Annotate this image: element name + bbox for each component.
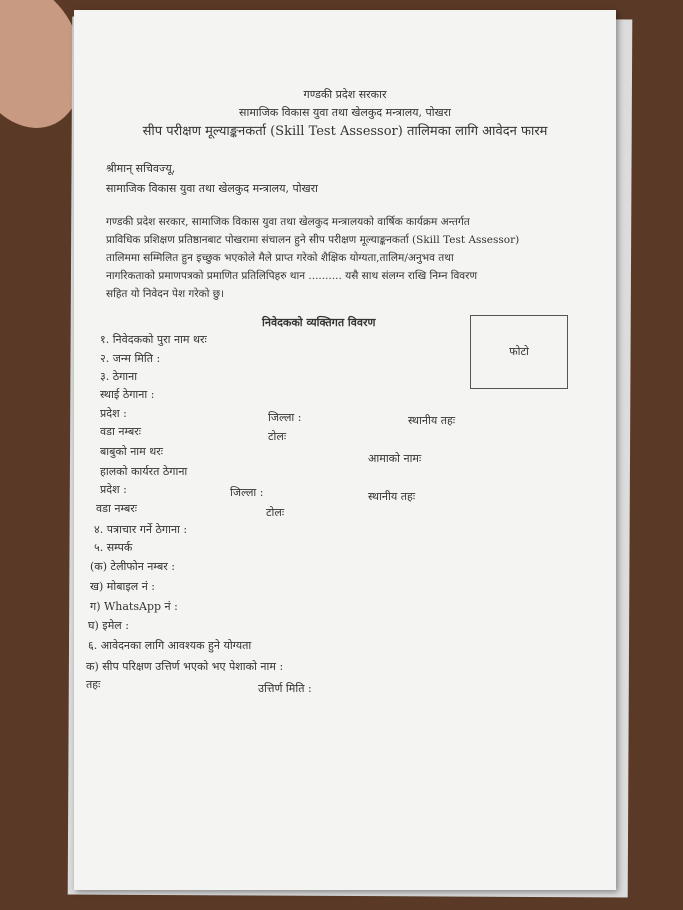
body-line-2: प्राविधिक प्रशिक्षण प्रतिष्ठानबाट पोखरामा संचालन हुने सीप परीक्षण मूल्याङ्कनकर्ता (Skill Test Assessor) — [106, 234, 520, 246]
salutation-line-2: सामाजिक विकास युवा तथा खेलकुद मन्त्रालय, पोखरा — [106, 182, 318, 195]
field-district-1: जिल्ला : — [268, 411, 302, 424]
field-name: १. निवेदकको पुरा नाम थरः — [100, 333, 207, 346]
header-line-1: गण्डकी प्रदेश सरकार — [303, 88, 387, 101]
field-mother-name: आमाको नामः — [368, 452, 422, 465]
field-permanent-address: स्थाई ठेगाना : — [100, 388, 155, 401]
body-line-1: गण्डकी प्रदेश सरकार, सामाजिक विकास युवा तथा खेलकुद मन्त्रालयको वार्षिक कार्यक्रम अन्तर्गत — [106, 216, 470, 228]
field-skill-test: क) सीप परिक्षण उत्तिर्ण भएको भए पेशाको नाम : — [86, 660, 284, 673]
field-telephone: (क) टेलीफोन नम्बर : — [90, 560, 175, 573]
body-line-3: तालिममा सम्मिलित हुन इच्छुक भएकोले मैले प्राप्त गरेको शैक्षिक योग्यता,तालिम/अनुभव तथा — [106, 252, 454, 264]
field-tole-1: टोलः — [268, 430, 287, 443]
field-qualification: ६. आवेदनका लागि आवश्यक हुने योग्यता — [88, 639, 252, 652]
field-local-level-1: स्थानीय तहः — [408, 414, 456, 427]
field-local-level-2: स्थानीय तहः — [368, 490, 416, 503]
field-tole-2: टोलः — [266, 506, 285, 519]
header-line-2: सामाजिक विकास युवा तथा खेलकुद मन्त्रालय, पोखरा — [239, 106, 451, 119]
field-level: तहः — [86, 678, 101, 691]
body-line-5: सहित यो निवेदन पेश गरेको छु। — [106, 288, 225, 300]
field-district-2: जिल्ला : — [230, 486, 264, 499]
field-address: ३. ठेगाना — [100, 370, 138, 383]
body-line-4: नागरिकताको प्रमाणपत्रको प्रमाणित प्रतिलिपिहरु थान .......... यसै साथ संलग्न राखि निम्न विवरण — [106, 270, 478, 282]
field-ward-2: वडा नम्बरः — [96, 502, 138, 515]
photo-box — [470, 315, 568, 389]
field-province-2: प्रदेश : — [100, 483, 127, 496]
field-email: घ) इमेल : — [88, 619, 129, 632]
field-ward-1: वडा नम्बरः — [100, 425, 142, 438]
field-contact: ५. सम्पर्क — [94, 541, 133, 554]
field-father-name: बाबुको नाम थरः — [100, 445, 163, 458]
field-mailing-address: ४. पत्राचार गर्ने ठेगाना : — [94, 523, 188, 536]
salutation-line-1: श्रीमान् सचिवज्यू, — [106, 162, 176, 175]
photo-label: फोटो — [509, 345, 529, 358]
section-title: निवेदकको व्यक्तिगत विवरण — [262, 316, 376, 329]
document-page — [74, 10, 616, 890]
form-title: सीप परीक्षण मूल्याङ्कनकर्ता (Skill Test Assessor) तालिमका लागि आवेदन फारम — [142, 124, 548, 139]
field-province-1: प्रदेश : — [100, 407, 127, 420]
field-mobile: ख) मोबाइल नं : — [90, 580, 156, 593]
field-current-address: हालको कार्यरत ठेगाना — [100, 465, 188, 478]
field-passed-date: उत्तिर्ण मिति : — [258, 682, 312, 695]
field-whatsapp: ग) WhatsApp नं : — [90, 600, 178, 613]
field-dob: २. जन्म मिति : — [100, 352, 161, 365]
